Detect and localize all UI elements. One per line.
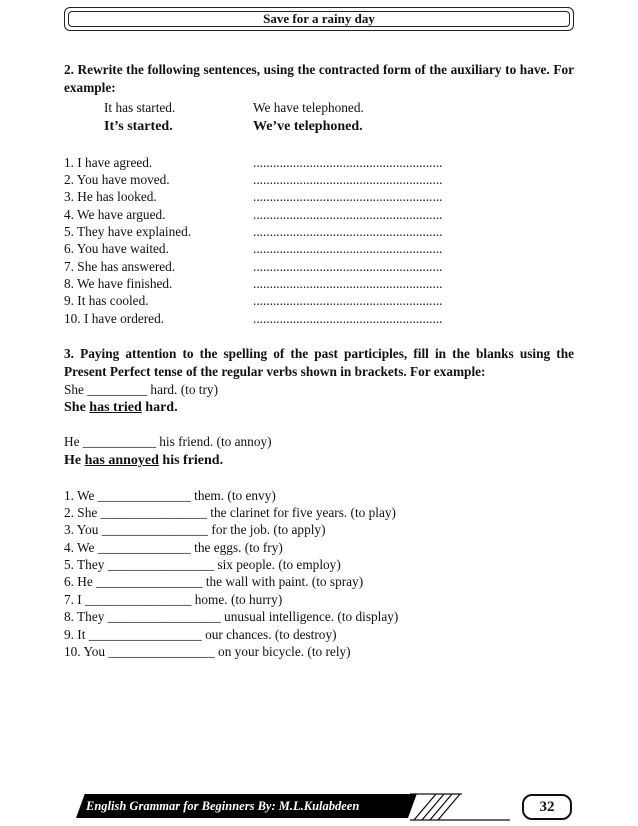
list-item: 1. I have agreed.	[64, 155, 153, 170]
list-item: 2. She ________________ the clarinet for five years. (to play)	[64, 505, 396, 520]
example-2-question: He ___________ his friend. (to annoy)	[64, 434, 272, 449]
list-item: 6. You have waited.	[64, 241, 169, 256]
example-1-question: She _________ hard. (to try)	[64, 382, 218, 397]
example-2-answer-end: his friend.	[158, 453, 224, 468]
answer-line: .........................................................	[253, 241, 443, 256]
example-1-answer	[64, 399, 178, 416]
footer-slash-lines	[410, 792, 510, 822]
example-2-answer-start: He	[64, 453, 85, 468]
list-item: 7. She has answered.	[64, 259, 176, 274]
section-2-instruction: 2. Rewrite the following sentences, using the contracted form of the auxiliary to have. For example:	[64, 62, 574, 95]
answer-line: .........................................................	[253, 276, 443, 291]
header-title: Save for a rainy day	[68, 11, 570, 27]
answer-line: .........................................................	[253, 172, 443, 187]
example-1-answer-start: She	[64, 400, 90, 415]
section-3-instruction: 3. Paying attention to the spelling of the past participles, fill in the blanks using the Present Perfect tense of the regular verbs shown in brackets. For example:	[64, 346, 574, 379]
answer-line: .........................................................	[253, 224, 443, 239]
footer-text: English Grammar for Beginners By: M.L.Kulabdeen	[86, 799, 360, 813]
example-2-answer	[64, 452, 223, 469]
list-item: 7. I ________________ home. (to hurry)	[64, 592, 283, 607]
page-number: 32	[522, 794, 572, 820]
list-item: 10. I have ordered.	[64, 311, 165, 326]
list-item: 8. They _________________ unusual intelligence. (to display)	[64, 609, 399, 624]
answer-line: .........................................................	[253, 311, 443, 326]
list-item: 5. They have explained.	[64, 224, 192, 239]
list-item: 6. He ________________ the wall with paint. (to spray)	[64, 574, 364, 589]
list-item: 5. They ________________ six people. (to employ)	[64, 557, 341, 572]
list-item: 4. We ______________ the eggs. (to fry)	[64, 540, 283, 555]
example-1-answer-end: hard.	[141, 400, 178, 415]
list-item: 9. It has cooled.	[64, 293, 149, 308]
list-item: 2. You have moved.	[64, 172, 170, 187]
example-2-answer-verb: has annoyed	[84, 453, 159, 468]
list-item: 9. It _________________ our chances. (to destroy)	[64, 627, 337, 642]
list-item: 1. We ______________ them. (to envy)	[64, 488, 276, 503]
list-item: 10. You ________________ on your bicycle. (to rely)	[64, 644, 351, 659]
list-item: 4. We have argued.	[64, 207, 166, 222]
example-right-plain: We have telephoned.	[253, 100, 364, 115]
list-item: 3. He has looked.	[64, 189, 157, 204]
page-header	[64, 7, 574, 31]
answer-line: .........................................................	[253, 207, 443, 222]
list-item: 8. We have finished.	[64, 276, 173, 291]
example-right-bold: We’ve telephoned.	[253, 119, 363, 134]
answer-line: .........................................................	[253, 293, 443, 308]
list-item: 3. You ________________ for the job. (to apply)	[64, 522, 326, 537]
answer-line: .........................................................	[253, 189, 443, 204]
answer-line: .........................................................	[253, 155, 443, 170]
answer-line: .........................................................	[253, 259, 443, 274]
example-1-answer-verb: has tried	[89, 400, 142, 415]
example-left-bold: It’s started.	[104, 119, 173, 134]
example-left-plain: It has started.	[104, 100, 176, 115]
